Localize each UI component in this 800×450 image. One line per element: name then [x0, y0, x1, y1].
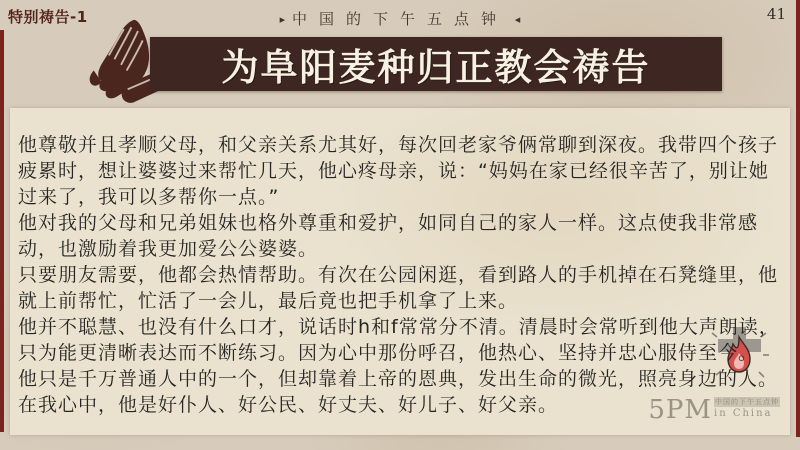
paragraph-2: 他对我的父母和兄弟姐妹也格外尊重和爱护，如同自己的家人一样。这点使我非常感动，也激励着我更加爱公公婆婆。: [18, 212, 759, 260]
left-edge-strip: [0, 30, 4, 432]
header-right-arrow-icon: ◂: [514, 13, 521, 26]
page-number: 41: [766, 5, 786, 23]
title-banner: [150, 37, 722, 91]
logo-caption-cn: 中国的下午五点钟: [715, 398, 779, 406]
paragraph-3: 只要朋友需要，他都会热情帮助。有次在公园闲逛，看到路人的手机掉在石凳缝里，他就上前帮忙，忙活了一会儿，最后竟也把手机拿了上来。: [18, 264, 779, 312]
banner-title: 为阜阳麦种归正教会祷告: [221, 46, 651, 89]
body-panel: [10, 108, 790, 435]
header-title: 中国的下午五点钟: [291, 10, 508, 28]
logo-caption-en: in China: [714, 408, 773, 419]
corner-label: 特别祷告-1: [8, 8, 88, 26]
paragraph-6: 在我心中，他是好仆人、好公民、好丈夫、好儿子、好父亲。: [18, 394, 559, 416]
paragraph-1: 他尊敬并且孝顺父母，和父亲关系尤其好，每次回老家爷俩常聊到深夜。我带四个孩子疲累时，想让婆婆过来帮忙几天，他心疼母亲，说：“妈妈在家已经很辛苦了，别让她过来了，我可以多帮你一点。”: [18, 134, 779, 208]
paragraph-5: 他只是千万普通人中的一个，但却靠着上帝的恩典，发出生命的微光，照亮身边的人。: [18, 368, 779, 390]
paragraph-4: 他并不聪慧、也没有什么口才，说话时h和f常常分不清。清晨时会常听到他大声朗读，只为能更清晰表达而不断练习。因为心中那份呼召，他热心、坚持并忠心服侍至今。: [18, 316, 779, 364]
logo-acronym: 5PM: [648, 395, 712, 425]
right-edge-strip: [796, 0, 800, 437]
body-text: [18, 132, 782, 418]
header-left-arrow-icon: ▸: [279, 13, 286, 26]
